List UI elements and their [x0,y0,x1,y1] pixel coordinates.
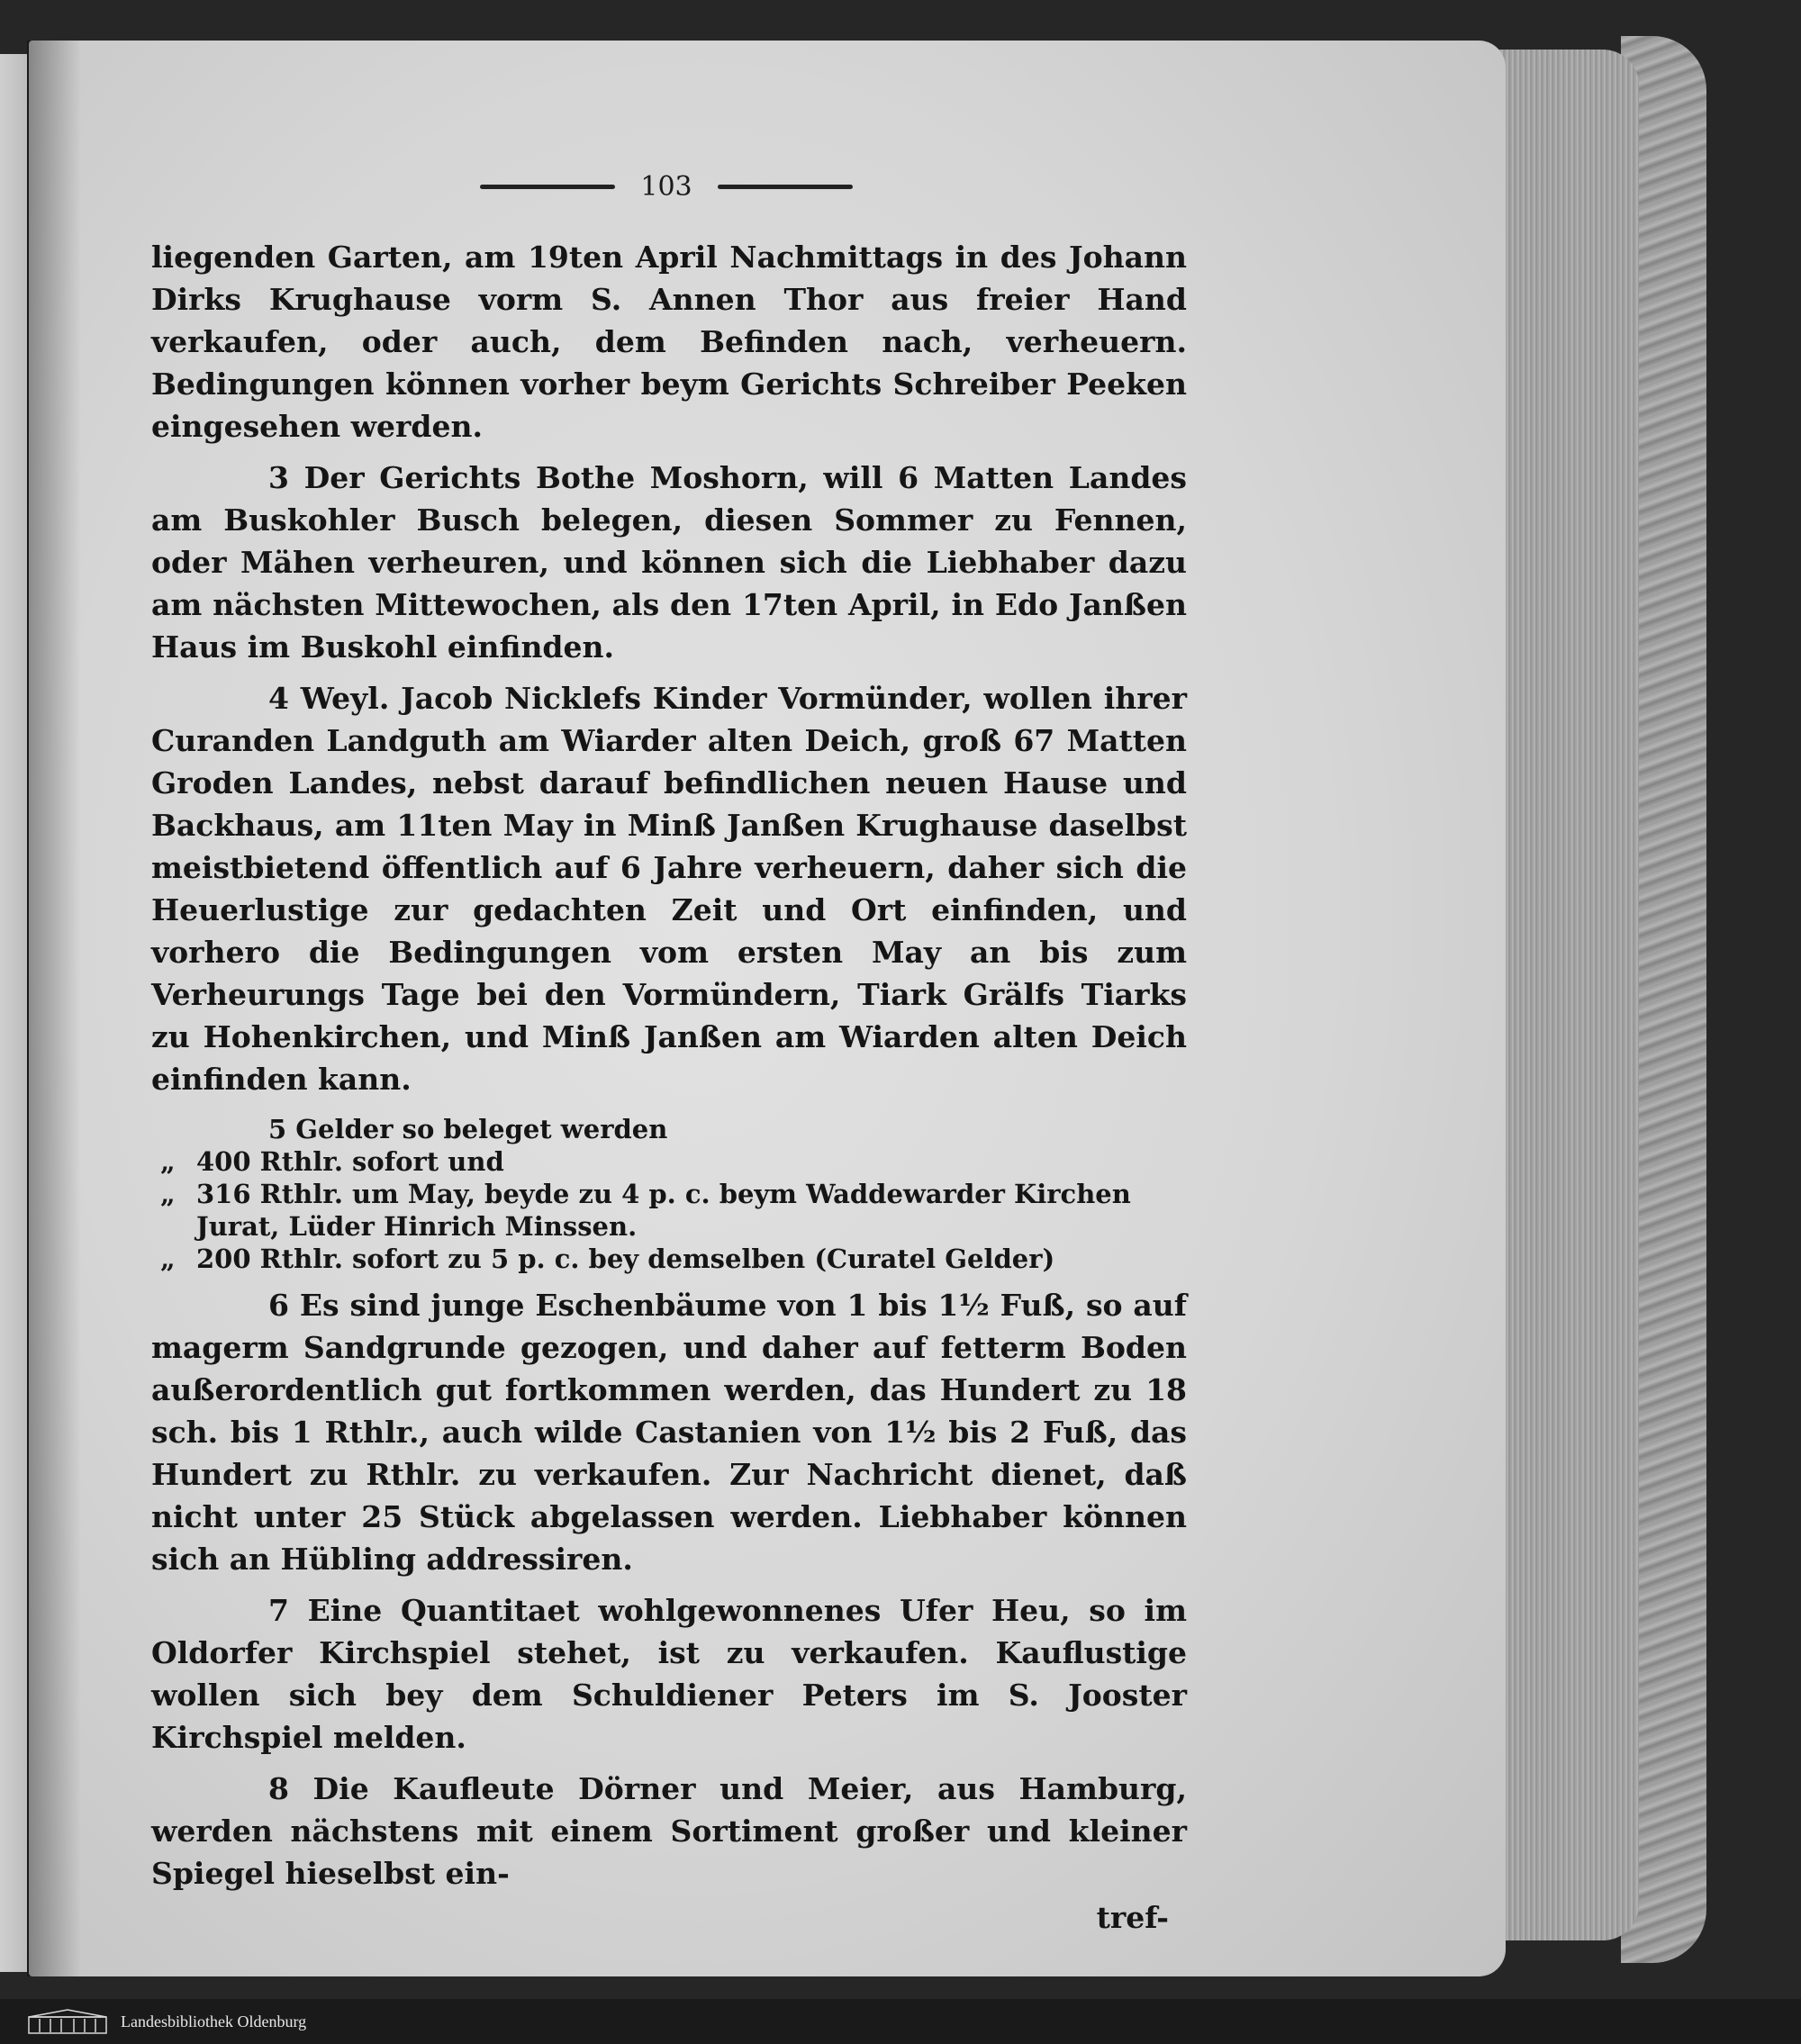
ditto-mark: „ [160,1179,176,1209]
paragraph-8: 8 Die Kaufleute Dörner und Meier, aus Hamburg, werden nächstens mit einem Sortiment großer und kleiner Spiegel hieselbst ein- [151,1771,1187,1891]
money-list-text: 316 Rthlr. um May, beyde zu 4 p. c. beym Waddewarder Kirchen Jurat, Lüder Hinrich Minssen. [196,1179,1131,1242]
header-rule-left [480,185,615,189]
library-name: Landesbibliothek Oldenburg [121,2012,307,2030]
paragraph-continued: liegenden Garten, am 19ten April Nachmittags in des Johann Dirks Krughause vorm S. Annen Thor aus freier Hand verkaufen, oder auch, dem Befinden nach, verheuern. Bedingungen können vorher beym Gerichts Schreiber Peeken eingesehen werden. [151,240,1187,444]
page-number: 103 [640,170,692,203]
paragraph-6: 6 Es sind junge Eschenbäume von 1 bis 1½ Fuß, so auf magerm Sandgrunde gezogen, und daher auf fetterm Boden außerordentlich gut fortkommen werden, das Hundert zu 18 sch. bis 1 Rthlr., auch wilde Castanien von 1½ bis 2 Fuß, das Hundert zu Rthlr. zu verkaufen. Zur Nachricht dienet, daß nicht unter 25 Stück abgelassen werden. Liebhaber können sich an Hübling addressiren. [151,1288,1187,1577]
money-list-item [151,1145,1187,1178]
money-list-item [151,1178,1187,1243]
ditto-mark: „ [160,1146,176,1177]
catchword: tref- [1096,1900,1169,1935]
money-list [151,1113,1187,1275]
ditto-mark: „ [160,1244,176,1274]
paragraph-4: 4 Weyl. Jacob Nicklefs Kinder Vormünder, wollen ihrer Curanden Landguth am Wiarder alten Deich, groß 67 Matten Groden Landes, nebst darauf befindlichen neuen Hause und Backhaus, am 11ten May in Minß Janßen Krughause daselbst meistbietend öffentlich auf 6 Jahre verheuern, daher sich die Heuerlustige zur gedachten Zeit und Ort einfinden, und vorhero die Bedingungen vom ersten May an bis zum Verheurungs Tage bei den Vormündern, Tiark Grälfs Tiarks zu Hohenkirchen, und Minß Janßen am Wiarden alten Deich einfinden kann. [151,681,1187,1097]
money-list-text: 400 Rthlr. sofort und [196,1146,504,1177]
page-text [151,236,1187,1939]
library-building-icon [27,2008,108,2035]
facing-page-edge [0,54,27,1972]
header-rule-right [718,185,853,189]
money-list-text: 200 Rthlr. sofort zu 5 p. c. bey demselben (Curatel Gelder) [196,1244,1055,1274]
paragraph-7: 7 Eine Quantitaet wohlgewonnenes Ufer Heu, so im Oldorfer Kirchspiel stehet, ist zu verkaufen. Kauflustige wollen sich bey dem Schuldiener Peters im S. Jooster Kirchspiel melden. [151,1593,1187,1755]
footer-bar [0,1999,1801,2044]
paragraph-3: 3 Der Gerichts Bothe Moshorn, will 6 Matten Landes am Buskohler Busch belegen, diesen Sommer zu Fennen, oder Mähen verheuren, und können sich die Liebhaber dazu am nächsten Mittewochen, als den 17ten April, in Edo Janßen Haus im Buskohl einfinden. [151,460,1187,665]
money-list-item [151,1243,1187,1275]
page-header [477,164,855,209]
gutter-shadow [27,41,81,1976]
money-list-heading: 5 Gelder so beleget werden [268,1114,668,1144]
